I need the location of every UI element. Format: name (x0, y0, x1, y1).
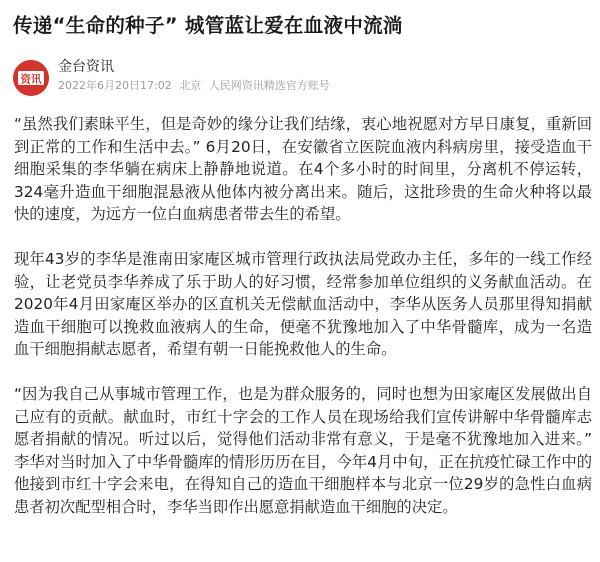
publish-location: 北京 (179, 79, 202, 92)
paragraph: 现年43岁的李华是淮南田家庵区城市管理行政执法局党政办主任，多年的一线工作经验，让老党员李华养成了乐于助人的好习惯，经常参加单位组织的义务献血活动。在2020年4月田家庵区举办的区直机关无偿献血活动中，李华从医务人员那里得知捐献造血干细胞可以挽救血液病人的生命，便毫不犹豫地加入了中华骨髓库，成为一名造血干细胞捐献志愿者，希望有朝一日能挽救他人的生命。 (14, 249, 592, 359)
publish-date: 2022年6月20日17:02 (58, 79, 172, 92)
article-body (14, 113, 592, 519)
jintai-zixun-logo-icon (13, 60, 49, 96)
avatar-text: 资讯 (20, 73, 42, 86)
author-name[interactable]: 金台资讯 (58, 59, 114, 75)
article-title: 传递“生命的种子” 城管蓝让爱在血液中流淌 (13, 14, 403, 37)
paragraph: “因为我自己从事城市管理工作，也是为群众服务的，同时也想为田家庵区发展做出自己应有的贡献。献血时，市红十字会的工作人员在现场给我们宣传讲解中华骨髓库志愿者捐献的情况。听过以后，觉得他们活动非常有意义，于是毫不犹豫地加入进来。” 李华对当时加入了中华骨髓库的情形历历在目，今年4月中旬，正在抗疫忙碌工作中的他接到市红十字会来电，在得知自己的造血干细胞样本与北京一位29岁的急性白血病患者初次配型相合时，李华当即作出愿意捐献造血干细胞的决定。 (14, 384, 592, 516)
author-avatar[interactable] (13, 60, 49, 96)
paragraph: “虽然我们素昧平生，但是奇妙的缘分让我们结缘，衷心地祝愿对方早日康复，重新回到正常的工作和生活中去。” 6月20日，在安徽省立医院血液内科病房里，接受造血干细胞采集的李华躺在病床上静静地说道。在4个多小时的时间里，分离机不停运转，324毫升造血干细胞混悬液从他体内被分离出来。随后，这批珍贵的生命火种将以最快的速度，为远方一位白血病患者带去生的希望。 (14, 115, 592, 224)
source-account: 人民网资讯精选官方账号 (208, 79, 330, 92)
article-meta (58, 78, 334, 93)
